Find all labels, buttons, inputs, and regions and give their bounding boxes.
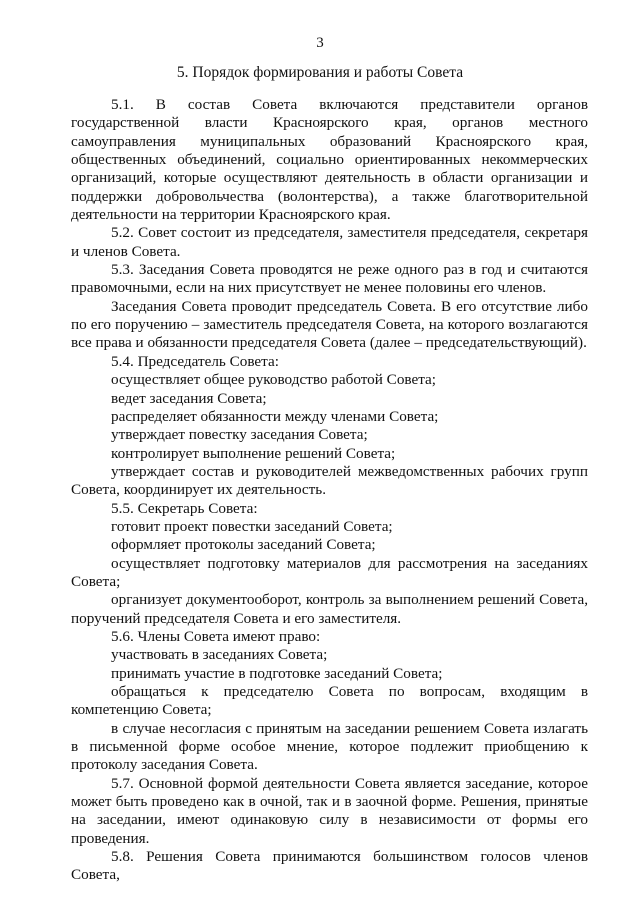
paragraph-5-5: 5.5. Секретарь Совета: [111, 499, 258, 517]
list-item: принимать участие в подготовке заседаний Совета; [111, 664, 443, 682]
list-item: утверждает повестку заседания Совета; [111, 426, 368, 444]
list-item: участвовать в заседаниях Совета; [111, 646, 328, 664]
list-item: организует документооборот, контроль за выполнением решений Совета, поручений председателя Совета и его заместителя. [71, 591, 588, 627]
paragraph-5-3: 5.3. Заседания Совета проводятся не реже одного раз в год и считаются правомочными, если на них присутствует не менее половины его членов. [71, 261, 588, 297]
section-title: 5. Порядок формирования и работы Совета [176, 64, 464, 81]
list-item: утверждает состав и руководителей межведомственных рабочих групп Совета, координирует их деятельность. [71, 462, 588, 499]
paragraph-5-1: 5.1. В состав Совета включаются представители органов государственной власти Красноярского края, органов местного самоуправления муниципальных образований Красноярского края, общественных объединений, социально ориентированных некоммерческих организаций, которые осуществляют деятельность в области организации и поддержки добровольчества (волонтерства), а также благотворительной деятельности на территории Красноярского края. [71, 96, 588, 224]
paragraph-5-6: 5.6. Члены Совета имеют право: [111, 627, 321, 645]
list-item: оформляет протоколы заседаний Совета; [111, 536, 376, 554]
list-item: обращаться к председателю Совета по вопросам, входящим в компетенцию Совета; [71, 683, 588, 719]
list-item: осуществляет общее руководство работой Совета; [111, 371, 437, 389]
paragraph-5-3-chair: Заседания Совета проводит председатель Совета. В его отсутствие либо по его поручению – заместитель председателя Совета, на которого возлагаются все права и обязанности председателя Совета (далее – председательствующий). [71, 297, 588, 352]
list-item: контролирует выполнение решений Совета; [111, 444, 396, 462]
list-item: в случае несогласия с принятым на заседании решением Совета излагать в письменной форме особое мнение, которое подлежит приобщению к протоколу заседания Совета. [71, 719, 588, 774]
list-item: ведет заседания Совета; [111, 389, 267, 407]
list-item: распределяет обязанности между членами Совета; [111, 407, 439, 425]
paragraph-5-8: 5.8. Решения Совета принимаются большинством голосов членов Совета, [71, 848, 588, 884]
paragraph-5-2: 5.2. Совет состоит из председателя, заместителя председателя, секретаря и членов Совета. [71, 224, 588, 260]
page-number: 3 [316, 35, 324, 51]
paragraph-5-7: 5.7. Основной формой деятельности Совета является заседание, которое может быть проведено как в очной, так и в заочной форме. Решения, принятые на заседании, имеют одинаковую силу в независимости от формы его проведения. [71, 774, 588, 847]
paragraph-5-4: 5.4. Председатель Совета: [111, 352, 279, 370]
list-item: осуществляет подготовку материалов для рассмотрения на заседаниях Совета; [71, 554, 588, 590]
list-item: готовит проект повестки заседаний Совета; [111, 517, 393, 535]
section-body [71, 96, 588, 885]
